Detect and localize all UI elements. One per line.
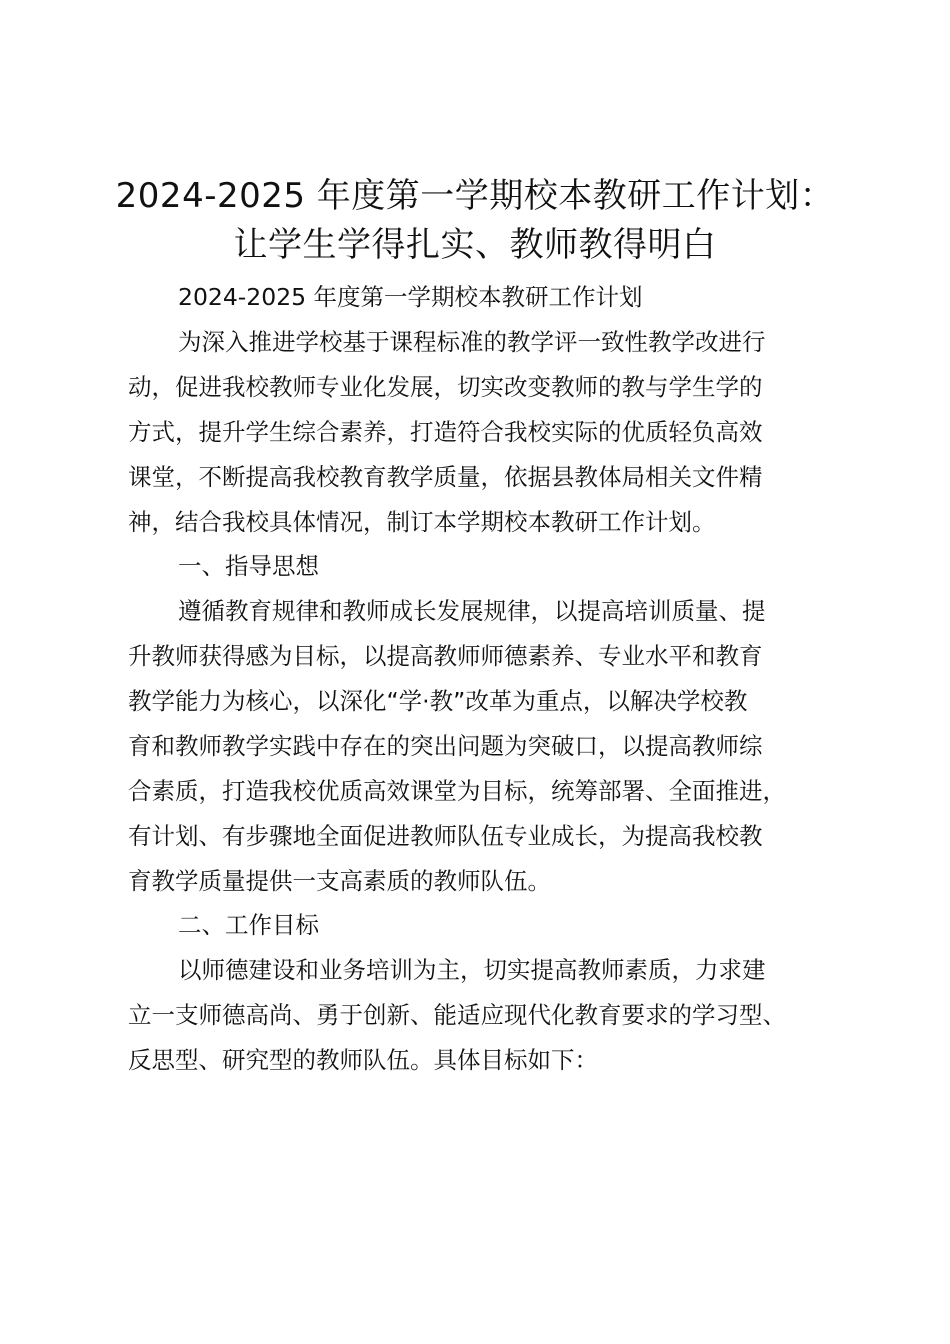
paragraph-guiding-line: 育和教师教学实践中存在的突出问题为突破口，以提高教师综 bbox=[128, 732, 763, 760]
paragraph-intro-line: 课堂，不断提高我校教育教学质量，依据县教体局相关文件精 bbox=[128, 463, 763, 491]
section-heading-work-goals: 二、工作目标 bbox=[178, 911, 319, 939]
paragraph-guiding-line: 合素质，打造我校优质高效课堂为目标，统筹部署、全面推进， bbox=[128, 777, 786, 805]
paragraph-guiding-line: 遵循教育规律和教师成长发展规律，以提高培训质量、提 bbox=[178, 597, 766, 625]
paragraph-intro-line: 方式，提升学生综合素养，打造符合我校实际的优质轻负高效 bbox=[128, 418, 763, 446]
paragraph-goals-line: 立一支师德高尚、勇于创新、能适应现代化教育要求的学习型、 bbox=[128, 1001, 786, 1029]
paragraph-goals-line: 以师德建设和业务培训为主，切实提高教师素质，力求建 bbox=[178, 956, 766, 984]
paragraph-guiding-line: 升教师获得感为目标，以提高教师师德素养、专业水平和教育 bbox=[128, 642, 763, 670]
paragraph-intro-line: 动，促进我校教师专业化发展，切实改变教师的教与学生学的 bbox=[128, 373, 763, 401]
section-heading-guiding-ideology: 一、指导思想 bbox=[178, 552, 319, 580]
paragraph-intro-line: 神，结合我校具体情况，制订本学期校本教研工作计划。 bbox=[128, 508, 716, 536]
document-title-line-2: 让学生学得扎实、教师教得明白 bbox=[233, 225, 717, 265]
paragraph-guiding-line: 教学能力为核心，以深化“学·教”改革为重点，以解决学校教 bbox=[128, 687, 748, 715]
paragraph-guiding-line: 育教学质量提供一支高素质的教师队伍。 bbox=[128, 867, 551, 895]
document-title-line-1: 2024-2025 年度第一学期校本教研工作计划： bbox=[115, 176, 835, 216]
subtitle: 2024-2025 年度第一学期校本教研工作计划 bbox=[178, 283, 643, 311]
paragraph-guiding-line: 有计划、有步骤地全面促进教师队伍专业成长，为提高我校教 bbox=[128, 822, 763, 850]
paragraph-goals-line: 反思型、研究型的教师队伍。具体目标如下： bbox=[128, 1046, 598, 1074]
paragraph-intro-line: 为深入推进学校基于课程标准的教学评一致性教学改进行 bbox=[178, 328, 766, 356]
